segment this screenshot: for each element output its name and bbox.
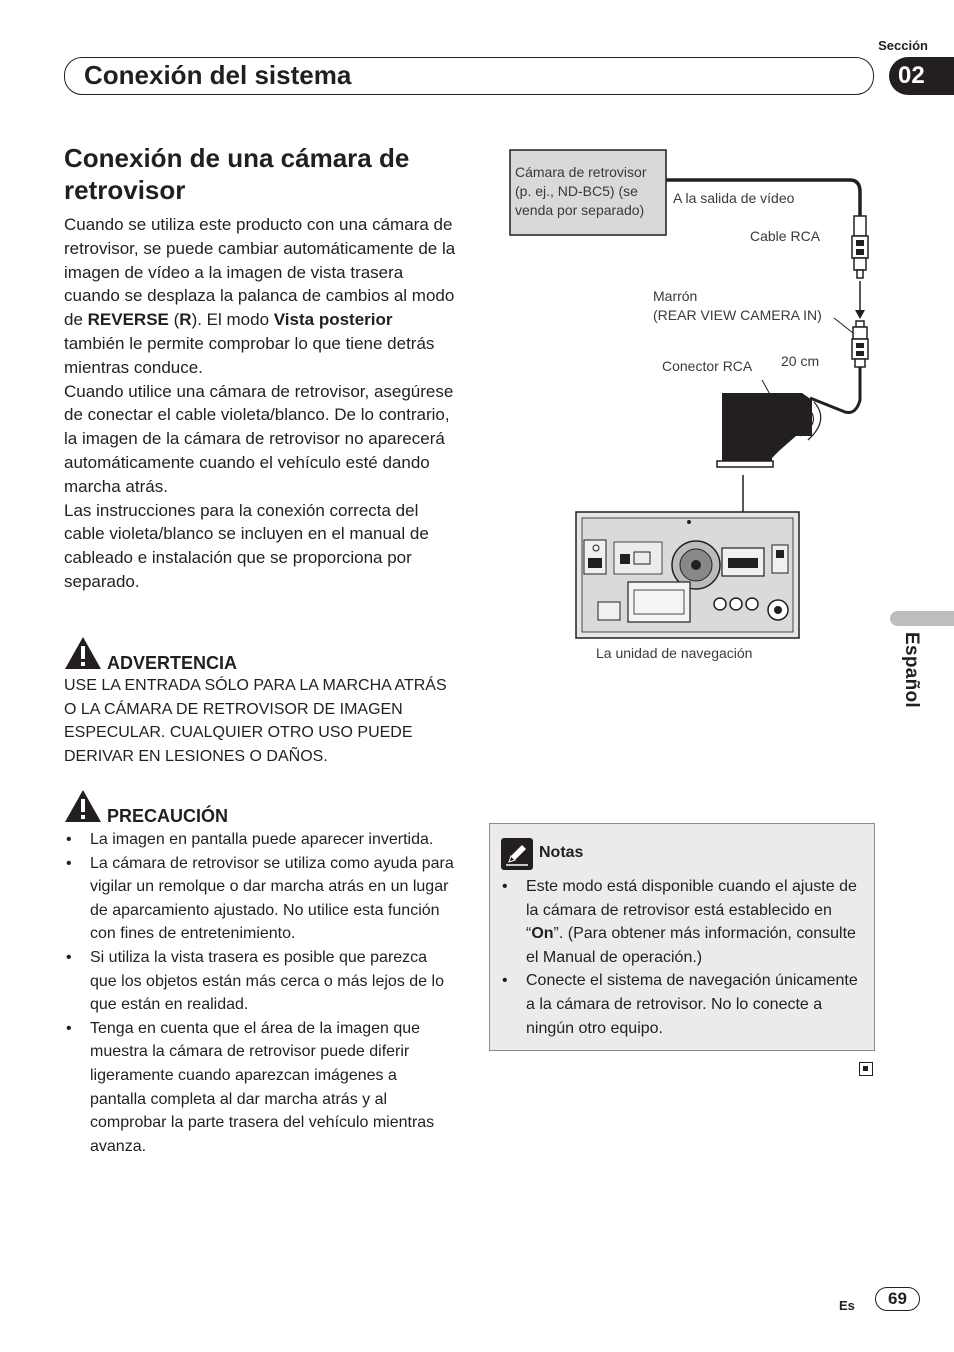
note-text-1: Este modo está disponible cuando el ajuste de la cámara de retrovisor está establecido en “ — [526, 878, 857, 943]
instructions-paragraph: Las instrucciones para la conexión correcta del cable violeta/blanco se incluyen en el manual de cableado e instalación que se proporciona por separado. — [64, 500, 429, 591]
caution-item: • Tenga en cuenta que el área de la imagen que muestra la cámara de retrovisor puede diferir ligeramente cuando aparezcan imágenes a pantalla completa al dar marcha atrás y al comprobar la parte trasera del vehículo mientras avanza. — [64, 1017, 456, 1159]
caution-block — [64, 789, 456, 1158]
caution-list — [64, 828, 456, 1158]
camera-label-line1: Cámara de retrovisor — [515, 164, 647, 180]
caution-title: PRECAUCIÓN — [107, 806, 229, 826]
warning-title: ADVERTENCIA — [107, 653, 238, 673]
warning-text: USE LA ENTRADA SÓLO PARA LA MARCHA ATRÁS O LA CÁMARA DE RETROVISOR DE IMAGEN ESPECULAR. CUALQUIER OTRO USO PUEDE DERIVAR EN LESIONES O DAÑOS. — [64, 677, 447, 765]
warning-triangle-icon — [64, 636, 102, 670]
section-number-badge: 02 — [889, 57, 954, 95]
language-tab-bar — [890, 611, 954, 626]
page-number: 69 — [875, 1287, 920, 1311]
rca-plug-lower — [852, 321, 868, 367]
connect-arrow-head — [855, 310, 865, 319]
video-output-label: A la salida de vídeo — [673, 190, 795, 206]
footer-language-code: Es — [839, 1298, 855, 1313]
intro-paragraph — [64, 213, 456, 380]
rca-plug-upper — [852, 216, 868, 278]
rca-cable-label: Cable RCA — [750, 228, 821, 244]
rca-connector-label: Conector RCA — [662, 358, 753, 374]
connection-diagram — [500, 140, 890, 680]
notes-title: Notas — [539, 844, 584, 861]
rear-view-term: Vista posterior — [273, 310, 393, 330]
camera-label-line3: venda por separado) — [515, 202, 645, 218]
body-text — [64, 213, 456, 594]
intro-text-2: ( — [168, 310, 180, 330]
caution-triangle-icon — [64, 789, 102, 823]
caution-item: • La cámara de retrovisor se utiliza como ayuda para vigilar un remolque o dar marcha atrás en un lugar de aparcamiento ajustado. No utilice esta función con fines de entretenimiento. — [64, 852, 456, 946]
navigation-unit — [576, 512, 799, 638]
note-item — [500, 875, 866, 969]
r-term: R — [179, 310, 192, 330]
rca-connector-block — [722, 393, 812, 461]
intro-text-4: también le permite comprobar lo que tiene detrás mientras conduce. — [64, 333, 435, 377]
note-item: • Conecte el sistema de navegación únicamente a la cámara de retrovisor. No lo conecte a ningún otro equipo. — [500, 969, 866, 1040]
chapter-title: Conexión del sistema — [84, 60, 352, 90]
intro-text-3: ). El modo — [191, 310, 274, 330]
on-term: On — [531, 925, 554, 943]
length-label: 20 cm — [781, 353, 820, 369]
page-title-line1: Conexión de una cámara de — [64, 143, 410, 173]
brown-leader-line — [834, 318, 853, 333]
notes-pencil-icon — [501, 838, 533, 870]
connector-plate — [717, 461, 773, 467]
end-of-section-icon — [859, 1062, 873, 1076]
language-tab-label: Español — [901, 632, 922, 709]
warning-block — [64, 636, 456, 768]
camera-label-line2: (p. ej., ND-BC5) (se — [515, 183, 638, 199]
nav-unit-label: La unidad de navegación — [596, 645, 753, 661]
cable-paragraph: Cuando utilice una cámara de retrovisor, asegúrese de conectar el cable violeta/blanco. De lo contrario, la imagen de la cámara de retrovisor no aparecerá automáticamente cuando el vehículo esté dando marcha atrás. — [64, 381, 454, 496]
rear-view-camera-in-label: (REAR VIEW CAMERA IN) — [653, 307, 822, 323]
intro-text-1: Cuando se utiliza este producto con una cámara de retrovisor, se puede cambiar automáticamente de la imagen de vídeo a la imagen de vista trasera cuando se desplaza la palanca de cambios al modo de — [64, 215, 456, 330]
reverse-term: REVERSE — [87, 310, 169, 330]
note-text-2: ”. (Para obtener más información, consulte el Manual de operación.) — [526, 925, 856, 966]
caution-item: • La imagen en pantalla puede aparecer invertida. — [64, 828, 456, 852]
caution-item: • Si utiliza la vista trasera es posible que parezca que los objetos están más cerca o más lejos de lo que están en realidad. — [64, 946, 456, 1017]
brown-label: Marrón — [653, 288, 698, 304]
notes-box — [489, 823, 875, 1051]
section-label: Sección — [878, 38, 928, 53]
page-title-line2: retrovisor — [64, 175, 186, 205]
page-title — [64, 142, 464, 206]
notes-list — [500, 875, 866, 1040]
